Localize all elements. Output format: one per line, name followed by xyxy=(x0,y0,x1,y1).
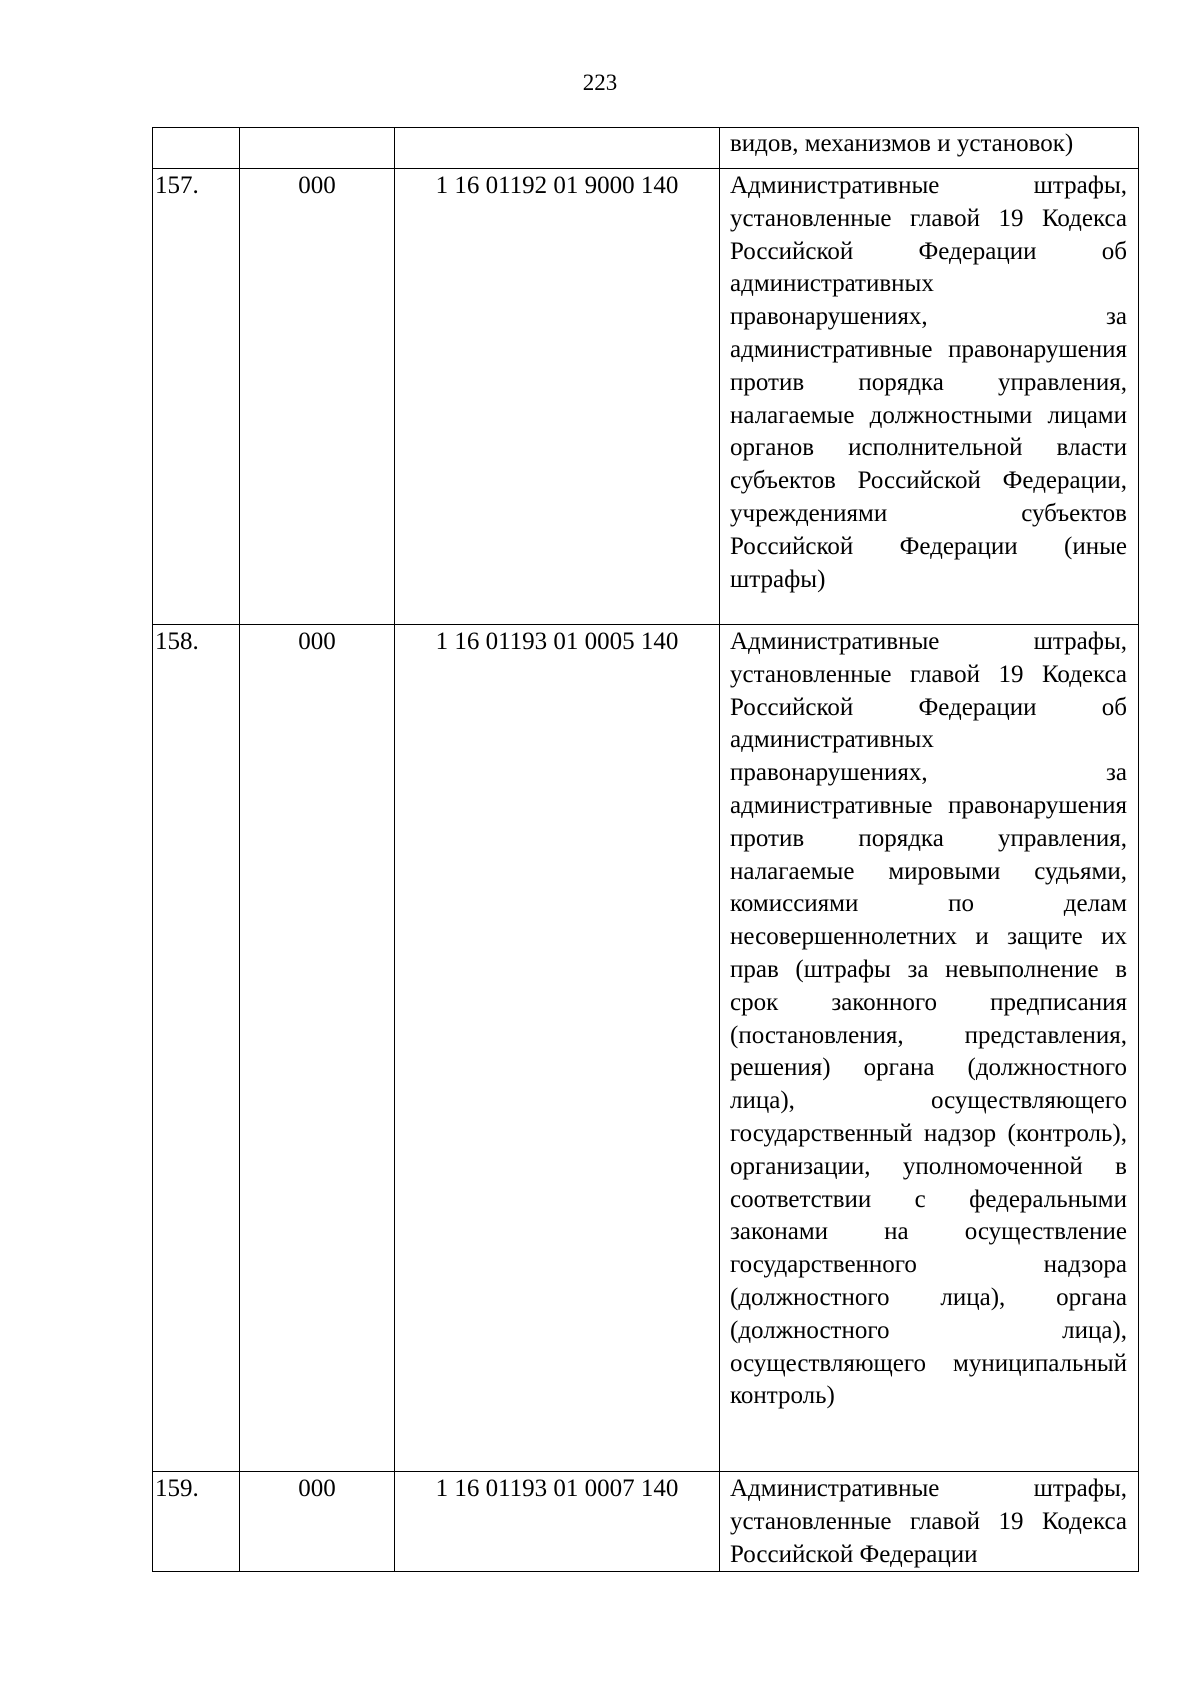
row-number-cell xyxy=(153,128,240,169)
table-row xyxy=(153,169,1139,625)
kbk-code-cell: 1 16 01193 01 0005 140 xyxy=(395,625,720,1472)
admin-code-cell: 000 xyxy=(240,625,395,1472)
row-number-cell: 158. xyxy=(153,625,240,1472)
income-name-cell: Административные штрафы, установленные главой 19 Кодекса Российской Федерации об административных правонарушениях, за административные правонарушения против порядка управления, налагаемые мировыми судьями, комиссиями по делам несовершеннолетних и защите их прав (штрафы за невыполнение в срок законного предписания (постановления, представления, решения) органа (должностного лица), осуществляющего государственный надзор (контроль), организации, уполномоченной в соответствии с федеральными законами на осуществление государственного надзора (должностного лица), органа (должностного лица), осуществляющего муниципальный контроль) xyxy=(720,625,1139,1472)
income-name-cell: видов, механизмов и установок) xyxy=(720,128,1139,169)
table-row xyxy=(153,128,1139,169)
table-row xyxy=(153,625,1139,1472)
kbk-code-cell xyxy=(395,128,720,169)
row-number-cell: 157. xyxy=(153,169,240,625)
income-name-cell: Административные штрафы, установленные главой 19 Кодекса Российской Федерации xyxy=(720,1472,1139,1572)
admin-code-cell xyxy=(240,128,395,169)
kbk-code-cell: 1 16 01193 01 0007 140 xyxy=(395,1472,720,1572)
admin-code-cell: 000 xyxy=(240,169,395,625)
admin-code-cell: 000 xyxy=(240,1472,395,1572)
table-row xyxy=(153,1472,1139,1572)
page-number: 223 xyxy=(582,70,618,95)
kbk-code-cell: 1 16 01192 01 9000 140 xyxy=(395,169,720,625)
income-name-cell: Административные штрафы, установленные главой 19 Кодекса Российской Федерации об административных правонарушениях, за административные правонарушения против порядка управления, налагаемые должностными лицами органов исполнительной власти субъектов Российской Федерации, учреждениями субъектов Российской Федерации (иные штрафы) xyxy=(720,169,1139,625)
budget-classification-table xyxy=(152,127,1139,1572)
row-number-cell: 159. xyxy=(153,1472,240,1572)
